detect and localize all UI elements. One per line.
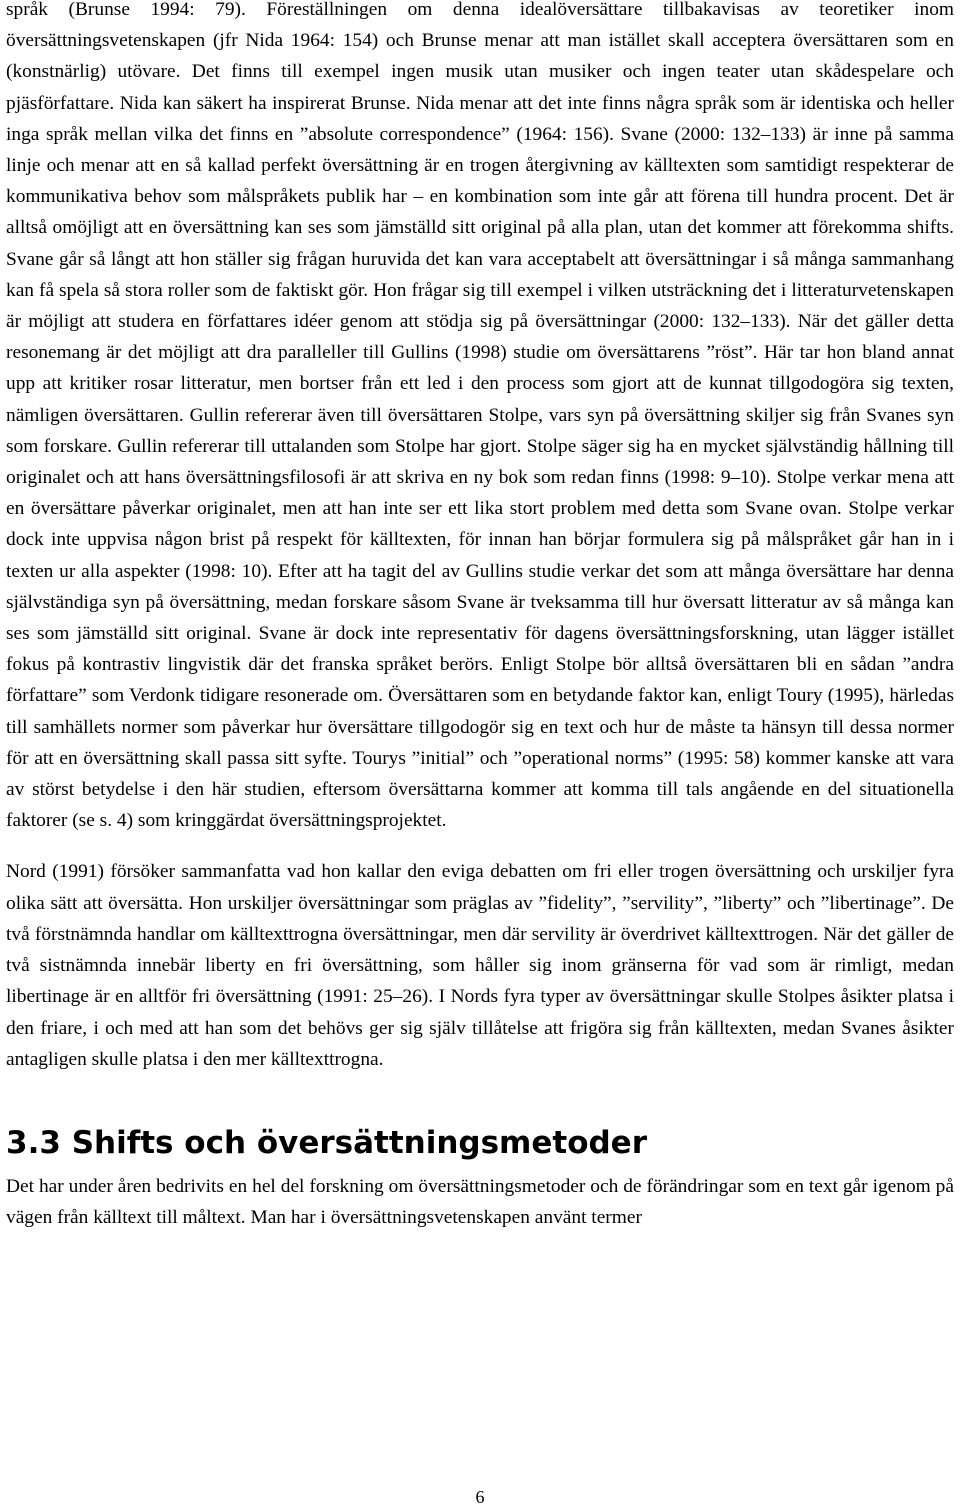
page-number: 6 bbox=[475, 1487, 485, 1507]
body-paragraph-2: Nord (1991) försöker sammanfatta vad hon kallar den eviga debatten om fri eller trogen översättning och urskiljer fyra olika sätt att översätta. Hon urskiljer översättningar som präglas av ”fidelity”, ”servility”, ”liberty” och ”libertinage”. De två förstnämnda handlar om källtexttrogna översättningar, men där servility är överdrivet källtexttrogen. När det gäller de två sistnämnda innebär liberty en fri översättning, som håller sig inom gränserna för vad som är rimligt, medan libertinage är en alltför fri översättning (1991: 25–26). I Nords fyra typer av översättningar skulle Stolpes åsikter platsa i den friare, i och med att han som det behövs ger sig själv tillåtelse att frigöra sig från källtexten, medan Svanes åsikter antagligen skulle platsa i den mer källtexttrogna. bbox=[6, 861, 954, 1070]
body-paragraph-1: språk (Brunse 1994: 79). Föreställningen om denna idealöversättare tillbakavisas av teoretiker inom översättningsvetenskapen (jfr Nida 1964: 154) och Brunse menar att man istället skall acceptera översättaren som en (konstnärlig) utövare. Det finns till exempel ingen musik utan musiker och ingen teater utan skådespelare och pjäsförfattare. Nida kan säkert ha inspirerat Brunse. Nida menar att det inte finns några språk som är identiska och heller inga språk mellan vilka det finns en ”absolute correspondence” (1964: 156). Svane (2000: 132–133) är inne på samma linje och menar att en så kallad perfekt översättning är en trogen återgivning av källtexten som samtidigt respekterar de kommunikativa behov som målspråkets publik har – en kombination som inte går att förena till hundra procent. Det är alltså omöjligt att en översättning kan ses som jämställd sitt original på alla plan, utan det kommer att förekomma shifts. Svane går så långt att hon ställer sig frågan huruvida det kan vara acceptabelt att översättningar i så många sammanhang kan få spela så stora roller som de faktiskt gör. Hon frågar sig till exempel i vilken utsträckning det i litteraturvetenskapen är möjligt att studera en författares idéer genom att stödja sig på översättningar (2000: 132–133). När det gäller detta resonemang är det möjligt att dra paralleller till Gullins (1998) studie om översättarens ”röst”. Här tar hon bland annat upp att kritiker rosar litteratur, men bortser från ett led i den process som gjort att de kunnat tillgodogöra sig texten, nämligen översättaren. Gullin refererar även till översättaren Stolpe, vars syn på översättning skiljer sig från Svanes syn som forskare. Gullin refererar till uttalanden som Stolpe har gjort. Stolpe säger sig ha en mycket självständig hållning till originalet och att hans översättningsfilosofi är att skriva en ny bok som redan finns (1998: 9–10). Stolpe verkar mena att en översättare påverkar originalet, men att han inte ser ett lika stort problem med detta som Svane ovan. Stolpe verkar dock inte uppvisa någon brist på respekt för källtexten, för innan han börjar formulera sig på målspråket går han in i texten ur alla aspekter (1998: 10). Efter att ha tagit del av Gullins studie verkar det som att många översättare har denna självständiga syn på översättning, medan forskare såsom Svane är tveksamma till hur översatt litteratur av så många kan ses som jämställd sitt original. Svane är dock inte representativ för dagens översättningsforskning, utan lägger istället fokus på kontrastiv lingvistik där det franska språket berörs. Enligt Stolpe bör alltså översättaren bli en sådan ”andra författare” som Verdonk tidigare resonerade om. Översättaren som en betydande faktor kan, enligt Toury (1995), härledas till samhällets normer som påverkar hur översättare tillgodogör sig en text och hur de måste ta hänsyn till dessa normer för att en översättning skall passa sitt syfte. Tourys ”initial” och ”operational norms” (1995: 58) kommer kanske att vara av störst betydelse i den här studien, eftersom översättarna kommer att komma till tals angående en del situationella faktorer (se s. 4) som kringgärdat översättningsprojektet. bbox=[6, 0, 954, 832]
section-heading: 3.3 Shifts och översättningsmetoder bbox=[6, 1124, 647, 1161]
section-paragraph: Det har under åren bedrivits en hel del forskning om översättningsmetoder och de förändringar som en text går igenom på vägen från källtext till måltext. Man har i översättningsvetenskapen använt termer bbox=[6, 1175, 954, 1229]
document-page bbox=[6, 0, 954, 1233]
